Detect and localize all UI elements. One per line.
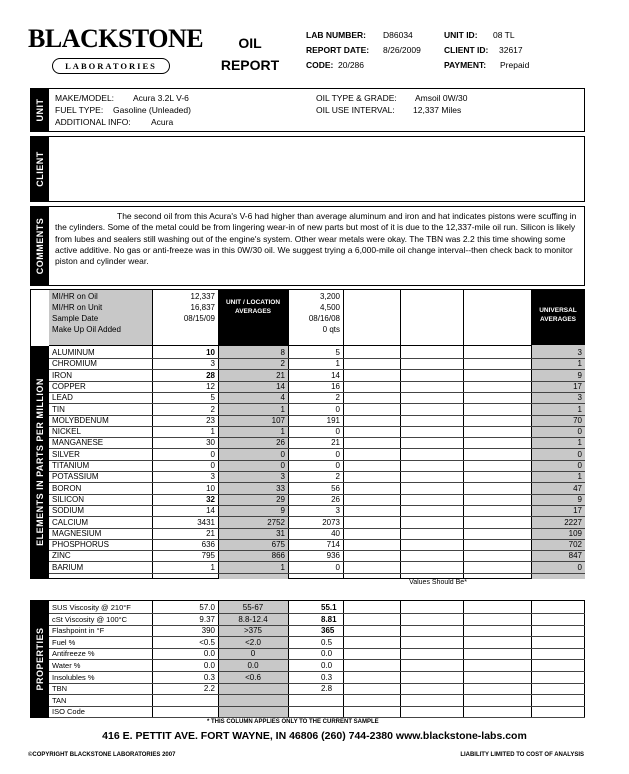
element-previous-value: 40 [331,529,340,538]
client-id-label: CLIENT ID: [444,45,489,55]
logo-subtitle: LABORATORIES [52,58,170,74]
report-date-value: 8/26/2009 [383,45,421,55]
row-divider [49,573,585,574]
grid-divider [400,290,401,579]
property-current-value: <0.5 [199,637,215,647]
element-unit-average: 675 [271,540,285,549]
element-universal-average: 3 [577,393,582,402]
element-current-value: 1 [210,563,215,572]
element-unit-average: 1 [280,405,285,414]
report-title-line2: REPORT [220,57,280,73]
client-id-value: 32617 [499,45,523,55]
element-universal-average: 17 [573,506,582,515]
lab-number-value: D86034 [383,30,413,40]
unit-id-value: 08 TL [493,30,515,40]
element-universal-average: 0 [577,450,582,459]
blackstone-logo [28,24,204,82]
element-universal-average: 9 [577,371,582,380]
property-should-be [218,683,288,694]
oil-interval-label: OIL USE INTERVAL: [316,105,395,115]
element-unit-average: 8 [280,348,285,357]
element-universal-average: 847 [568,551,582,560]
element-current-value: 0 [210,450,215,459]
comments-text: The second oil from this Acura's V-6 had higher than average aluminum and iron and hat indicates pistons were scuffing in the cylinders. Some of the metal could be from lingering wear-in of new parts but most of it is due to the 12,337-mile oil run. Silicon is likely from lubes and sealers still washing out of the engine's system. Other wear metals were okay. The TBN was 2.2 this time showing some active additive. No gas or anti-freeze was in this 0W/30 oil. We suggest trying a 6,000-mile oil change interval--then check back to monitor piston and cylinder wear. [55,211,577,267]
element-universal-average: 0 [577,563,582,572]
element-previous-value: 0 [335,450,340,459]
element-unit-average: 1 [280,563,285,572]
element-previous-value: 21 [331,438,340,447]
element-universal-average: 70 [573,416,582,425]
element-current-value: 30 [206,438,215,447]
property-current-value: 0.0 [203,661,215,670]
property-name: TBN [52,684,67,694]
property-previous-value: 2.8 [321,684,333,694]
element-current-value: 795 [201,551,215,560]
elements-side-label: ELEMENTS IN PARTS PER MILLION [31,346,49,578]
element-current-value: 5 [210,393,215,402]
element-name: COPPER [52,382,86,391]
sample-info-current: 08/15/09 [183,314,215,323]
property-previous-value: 0.0 [321,661,333,670]
payment-value: Prepaid [500,60,530,70]
make-model-value: Acura 3.2L V-6 [133,93,189,103]
row-divider [49,659,585,660]
element-current-value: 10 [206,484,215,493]
property-current-value: 0.3 [203,672,215,682]
footer-liability: LIABILITY LIMITED TO COST OF ANALYSIS [460,752,584,758]
element-name: TITANIUM [52,461,90,470]
element-universal-average: 0 [577,461,582,470]
client-section [30,136,585,202]
row-divider [49,648,585,649]
property-previous-value: 0.5 [321,637,333,647]
properties-table [30,600,585,718]
element-universal-average: 0 [577,427,582,436]
element-universal-average: 702 [568,540,582,549]
row-divider [49,613,585,614]
row-divider [49,694,585,695]
sample-info-current [152,324,215,335]
element-name: SILICON [52,495,85,504]
comments-section [30,206,585,286]
property-previous-value: 8.81 [321,614,337,624]
element-universal-average: 109 [568,529,582,538]
element-previous-value: 3 [335,506,340,515]
element-current-value: 2 [210,405,215,414]
element-current-value: 3 [210,472,215,481]
element-name: ALUMINUM [52,348,95,357]
footer-copyright: ©COPYRIGHT BLACKSTONE LABORATORIES 2007 [28,752,176,758]
sample-info-current: 12,337 [190,292,215,301]
property-should-be: 55-67 [242,603,264,612]
universal-averages-header: UNIVERSAL AVERAGES [531,290,585,345]
element-name: SILVER [52,450,80,459]
element-name: CHROMIUM [52,359,97,368]
element-current-value: 21 [206,529,215,538]
grid-divider [343,290,344,579]
sample-info-label: Sample Date [52,314,99,323]
element-previous-value: 14 [331,371,340,380]
element-previous-value: 0 [335,461,340,470]
property-should-be: >375 [243,626,263,636]
element-unit-average: 4 [280,393,285,402]
element-current-value: 1 [210,427,215,436]
row-divider [49,636,585,637]
logo-wordmark: BLACKSTONE [28,24,204,53]
sample-info-current: 16,837 [190,303,215,312]
property-should-be [218,695,288,706]
element-name: MANGANESE [52,438,104,447]
element-current-value: 3431 [197,518,215,527]
element-unit-average: 33 [276,484,285,493]
element-name: BORON [52,484,82,493]
element-unit-average: 29 [276,495,285,504]
section-divider [49,345,531,346]
element-universal-average: 1 [577,472,582,481]
element-current-value: 12 [206,382,215,391]
property-name: SUS Viscosity @ 210°F [52,603,131,612]
element-current-value: 636 [201,540,215,549]
element-current-value: 0 [210,461,215,470]
property-should-be: <2.0 [245,637,261,647]
element-unit-average: 0 [280,461,285,470]
sample-info-label: MI/HR on Oil [52,292,98,301]
fuel-type-label: FUEL TYPE: [55,105,104,115]
element-universal-average: 1 [577,405,582,414]
fuel-type-value: Gasoline (Unleaded) [113,105,191,115]
property-name: Flashpoint in °F [52,626,105,636]
property-name: Fuel % [52,637,76,647]
element-name: MAGNESIUM [52,529,102,538]
property-should-be: 0.0 [247,661,259,670]
property-name: Insolubles % [52,672,95,682]
element-unit-average: 2752 [267,518,285,527]
element-previous-value: 714 [326,540,340,549]
property-previous-value: 55.1 [321,603,337,612]
property-current-value: 57.0 [199,603,215,612]
unit-section [30,88,585,132]
property-name: Antifreeze % [52,649,95,659]
element-universal-average: 47 [573,484,582,493]
report-title [210,32,290,76]
payment-label: PAYMENT: [444,60,487,70]
element-name: PHOSPHORUS [52,540,109,549]
oil-type-value: Amsoil 0W/30 [415,93,468,103]
property-current-value: 0.0 [203,649,215,659]
element-name: NICKEL [52,427,81,436]
element-unit-average: 21 [276,371,285,380]
property-should-be: 0 [250,649,256,659]
sample-info-previous: 08/16/08 [308,314,340,323]
code-label: CODE: [306,60,334,70]
element-universal-average: 9 [577,495,582,504]
element-previous-value: 16 [331,382,340,391]
element-name: LEAD [52,393,73,402]
element-previous-value: 2 [335,472,340,481]
report-date-label: REPORT DATE: [306,45,370,55]
unit-side-label: UNIT [31,89,49,131]
client-side-label: CLIENT [31,137,49,201]
footer-address: 416 E. PETTIT AVE. FORT WAYNE, IN 46806 (260) 744-2380 www.blackstone-labs.com [102,730,527,742]
element-previous-value: 2 [335,393,340,402]
lab-number-label: LAB NUMBER: [306,30,366,40]
element-unit-average: 0 [280,450,285,459]
property-current-value: 2.2 [203,684,215,694]
element-name: TIN [52,405,65,414]
element-previous-value: 56 [331,484,340,493]
element-unit-average: 107 [271,416,285,425]
property-should-be [218,706,288,717]
row-divider [49,671,585,672]
property-previous-value: 0.3 [321,672,333,682]
property-previous-value: 0.0 [321,649,333,659]
element-unit-average: 31 [276,529,285,538]
unit-id-label: UNIT ID: [444,30,478,40]
elements-table [30,289,585,579]
comments-side-label: COMMENTS [31,207,49,285]
column-note: * THIS COLUMN APPLIES ONLY TO THE CURRENT SAMPLE [207,719,379,725]
sample-info-previous: 0 qts [322,325,340,334]
element-universal-average: 3 [577,348,582,357]
element-universal-average: 2227 [564,518,582,527]
oil-type-label: OIL TYPE & GRADE: [316,93,397,103]
values-should-be-header: Values Should Be* [409,579,467,586]
element-current-value: 23 [206,416,215,425]
element-name: IRON [52,371,72,380]
element-previous-value: 0 [335,405,340,414]
additional-info-label: ADDITIONAL INFO: [55,117,131,127]
element-name: SODIUM [52,506,84,515]
code-value: 20/286 [338,60,364,70]
report-title-line1: OIL [238,35,262,51]
element-current-value: 32 [206,495,215,504]
element-unit-average: 26 [276,438,285,447]
property-name: ISO Code [52,707,85,717]
property-name: Water % [52,661,81,670]
grid-divider [463,290,464,579]
element-name: BARIUM [52,563,84,572]
row-divider [49,706,585,707]
element-unit-average: 9 [280,506,285,515]
element-universal-average: 1 [577,438,582,447]
element-previous-value: 936 [326,551,340,560]
row-divider [49,683,585,684]
element-previous-value: 5 [335,348,340,357]
unit-averages-header: UNIT / LOCATION AVERAGES [218,290,288,345]
element-current-value: 28 [206,371,215,380]
element-name: CALCIUM [52,518,89,527]
element-previous-value: 2073 [322,518,340,527]
element-unit-average: 1 [280,427,285,436]
properties-side-label: PROPERTIES [31,601,49,717]
sample-info-label: Make Up Oil Added [52,325,121,334]
element-previous-value: 191 [326,416,340,425]
element-previous-value: 0 [335,427,340,436]
element-unit-average: 14 [276,382,285,391]
element-name: MOLYBDENUM [52,416,109,425]
element-current-value: 3 [210,359,215,368]
property-should-be: <0.6 [245,672,261,682]
element-unit-average: 866 [271,551,285,560]
property-name: cSt Viscosity @ 100°C [52,614,128,624]
element-previous-value: 1 [335,359,340,368]
make-model-label: MAKE/MODEL: [55,93,115,103]
property-current-value: 9.37 [199,614,215,624]
element-current-value: 10 [206,348,215,357]
oil-interval-value: 12,337 Miles [413,105,462,115]
element-universal-average: 17 [573,382,582,391]
element-previous-value: 0 [335,563,340,572]
element-name: ZINC [52,551,71,560]
sample-info-previous: 3,200 [319,292,340,301]
property-current-value: 390 [201,626,215,636]
row-divider [49,717,585,718]
element-current-value: 14 [206,506,215,515]
element-unit-average: 2 [280,359,285,368]
row-divider [49,625,585,626]
additional-info-value: Acura [151,117,174,127]
sample-info-label: MI/HR on Unit [52,303,103,312]
property-should-be: 8.8-12.4 [238,614,268,624]
property-current-value [152,706,215,717]
property-current-value [152,695,215,706]
element-universal-average: 1 [577,359,582,368]
sample-info-previous: 4,500 [319,303,340,312]
element-previous-value: 26 [331,495,340,504]
element-name: POTASSIUM [52,472,99,481]
element-unit-average: 3 [280,472,285,481]
property-previous-value: 365 [321,626,335,636]
property-name: TAN [52,695,67,705]
